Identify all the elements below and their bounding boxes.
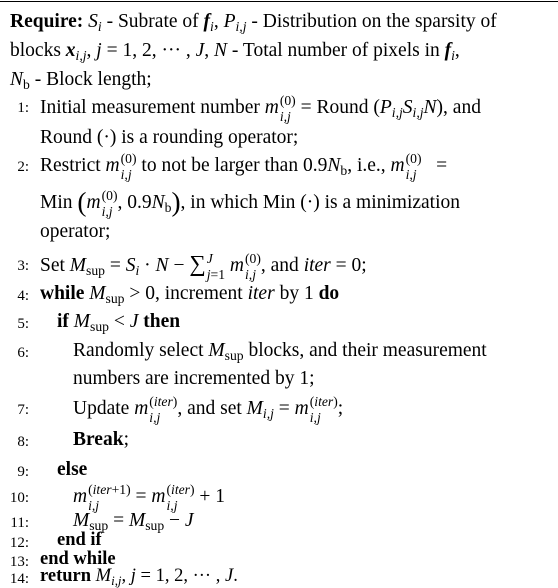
line-5-text: if $M_{sup} < J$ then	[57, 311, 181, 335]
line-number-10: 10:	[9, 490, 29, 506]
line-1-text: Initial measurement number m (0) i,j = Round $(P_{i,j}S_{i,j}N)$, and	[40, 93, 481, 124]
line-12-text: end if	[57, 530, 102, 550]
line-2-text-cont: Min (m (0) i,j , $0.9N_b$), in which Min (·) is a minimization	[40, 187, 461, 219]
line-3-text: Set $M_{sup} = S_i \cdot N$ − ∑ J j=1 m (0) i,j , and iter = 0;	[40, 250, 367, 282]
line-number-14: 14:	[9, 571, 29, 587]
line-number-13: 13:	[9, 554, 29, 570]
line-7-text: Update m (iter) i,j , and set $M_{i,j} = m$ (iter) i,j ;	[73, 394, 344, 425]
require-line-2: blocks $x_{i,j}$, j = 1, 2, ··· , J, N - Total number of pixels in $f_i$,	[10, 40, 460, 64]
line-number-9: 9:	[17, 464, 29, 480]
line-9-text: else	[57, 459, 88, 480]
line-2-text: Restrict m (0) i,j to not be larger than $0.9N_b$, i.e., m (0) i,j =	[40, 151, 448, 182]
line-10-text: m (iter+1) i,j = m (iter) i,j + 1	[73, 482, 226, 513]
line-11-text: $M_{sup} = M_{sup} - J$	[73, 510, 194, 534]
line-number-6: 6:	[17, 345, 29, 361]
line-number-11: 11:	[10, 515, 29, 531]
line-1-text-cont: Round (·) is a rounding operator;	[40, 127, 299, 148]
line-2-text-cont2: operator;	[40, 221, 111, 242]
require-label: Require:	[10, 11, 84, 32]
line-13-text: end while	[40, 549, 116, 569]
line-6-text-cont: numbers are incremented by 1;	[73, 368, 315, 389]
line-number-12: 12:	[9, 535, 29, 551]
top-rule	[0, 1, 558, 2]
line-number-3: 3:	[17, 258, 29, 274]
line-8-text: Break;	[73, 429, 129, 450]
line-4-text: while $M_{sup} > 0$, increment iter by 1 do	[40, 283, 340, 307]
line-14-text: return $M_{i,j}$, j = 1, 2, ··· , J.	[40, 566, 238, 588]
line-number-8: 8:	[17, 434, 29, 450]
line-number-7: 7:	[17, 402, 29, 418]
require-line-1: Require: $S_i$ - Subrate of $f_i$, $P_{i,j}$ - Distribution on the sparsity of	[10, 11, 497, 35]
line-number-2: 2:	[17, 159, 29, 175]
line-number-4: 4:	[17, 288, 29, 304]
line-number-1: 1:	[17, 100, 29, 116]
require-line-3: $N_b$ - Block length;	[10, 69, 152, 93]
line-6-text: Randomly select $M_{sup}$ blocks, and their measurement	[73, 340, 487, 364]
line-number-5: 5:	[17, 316, 29, 332]
